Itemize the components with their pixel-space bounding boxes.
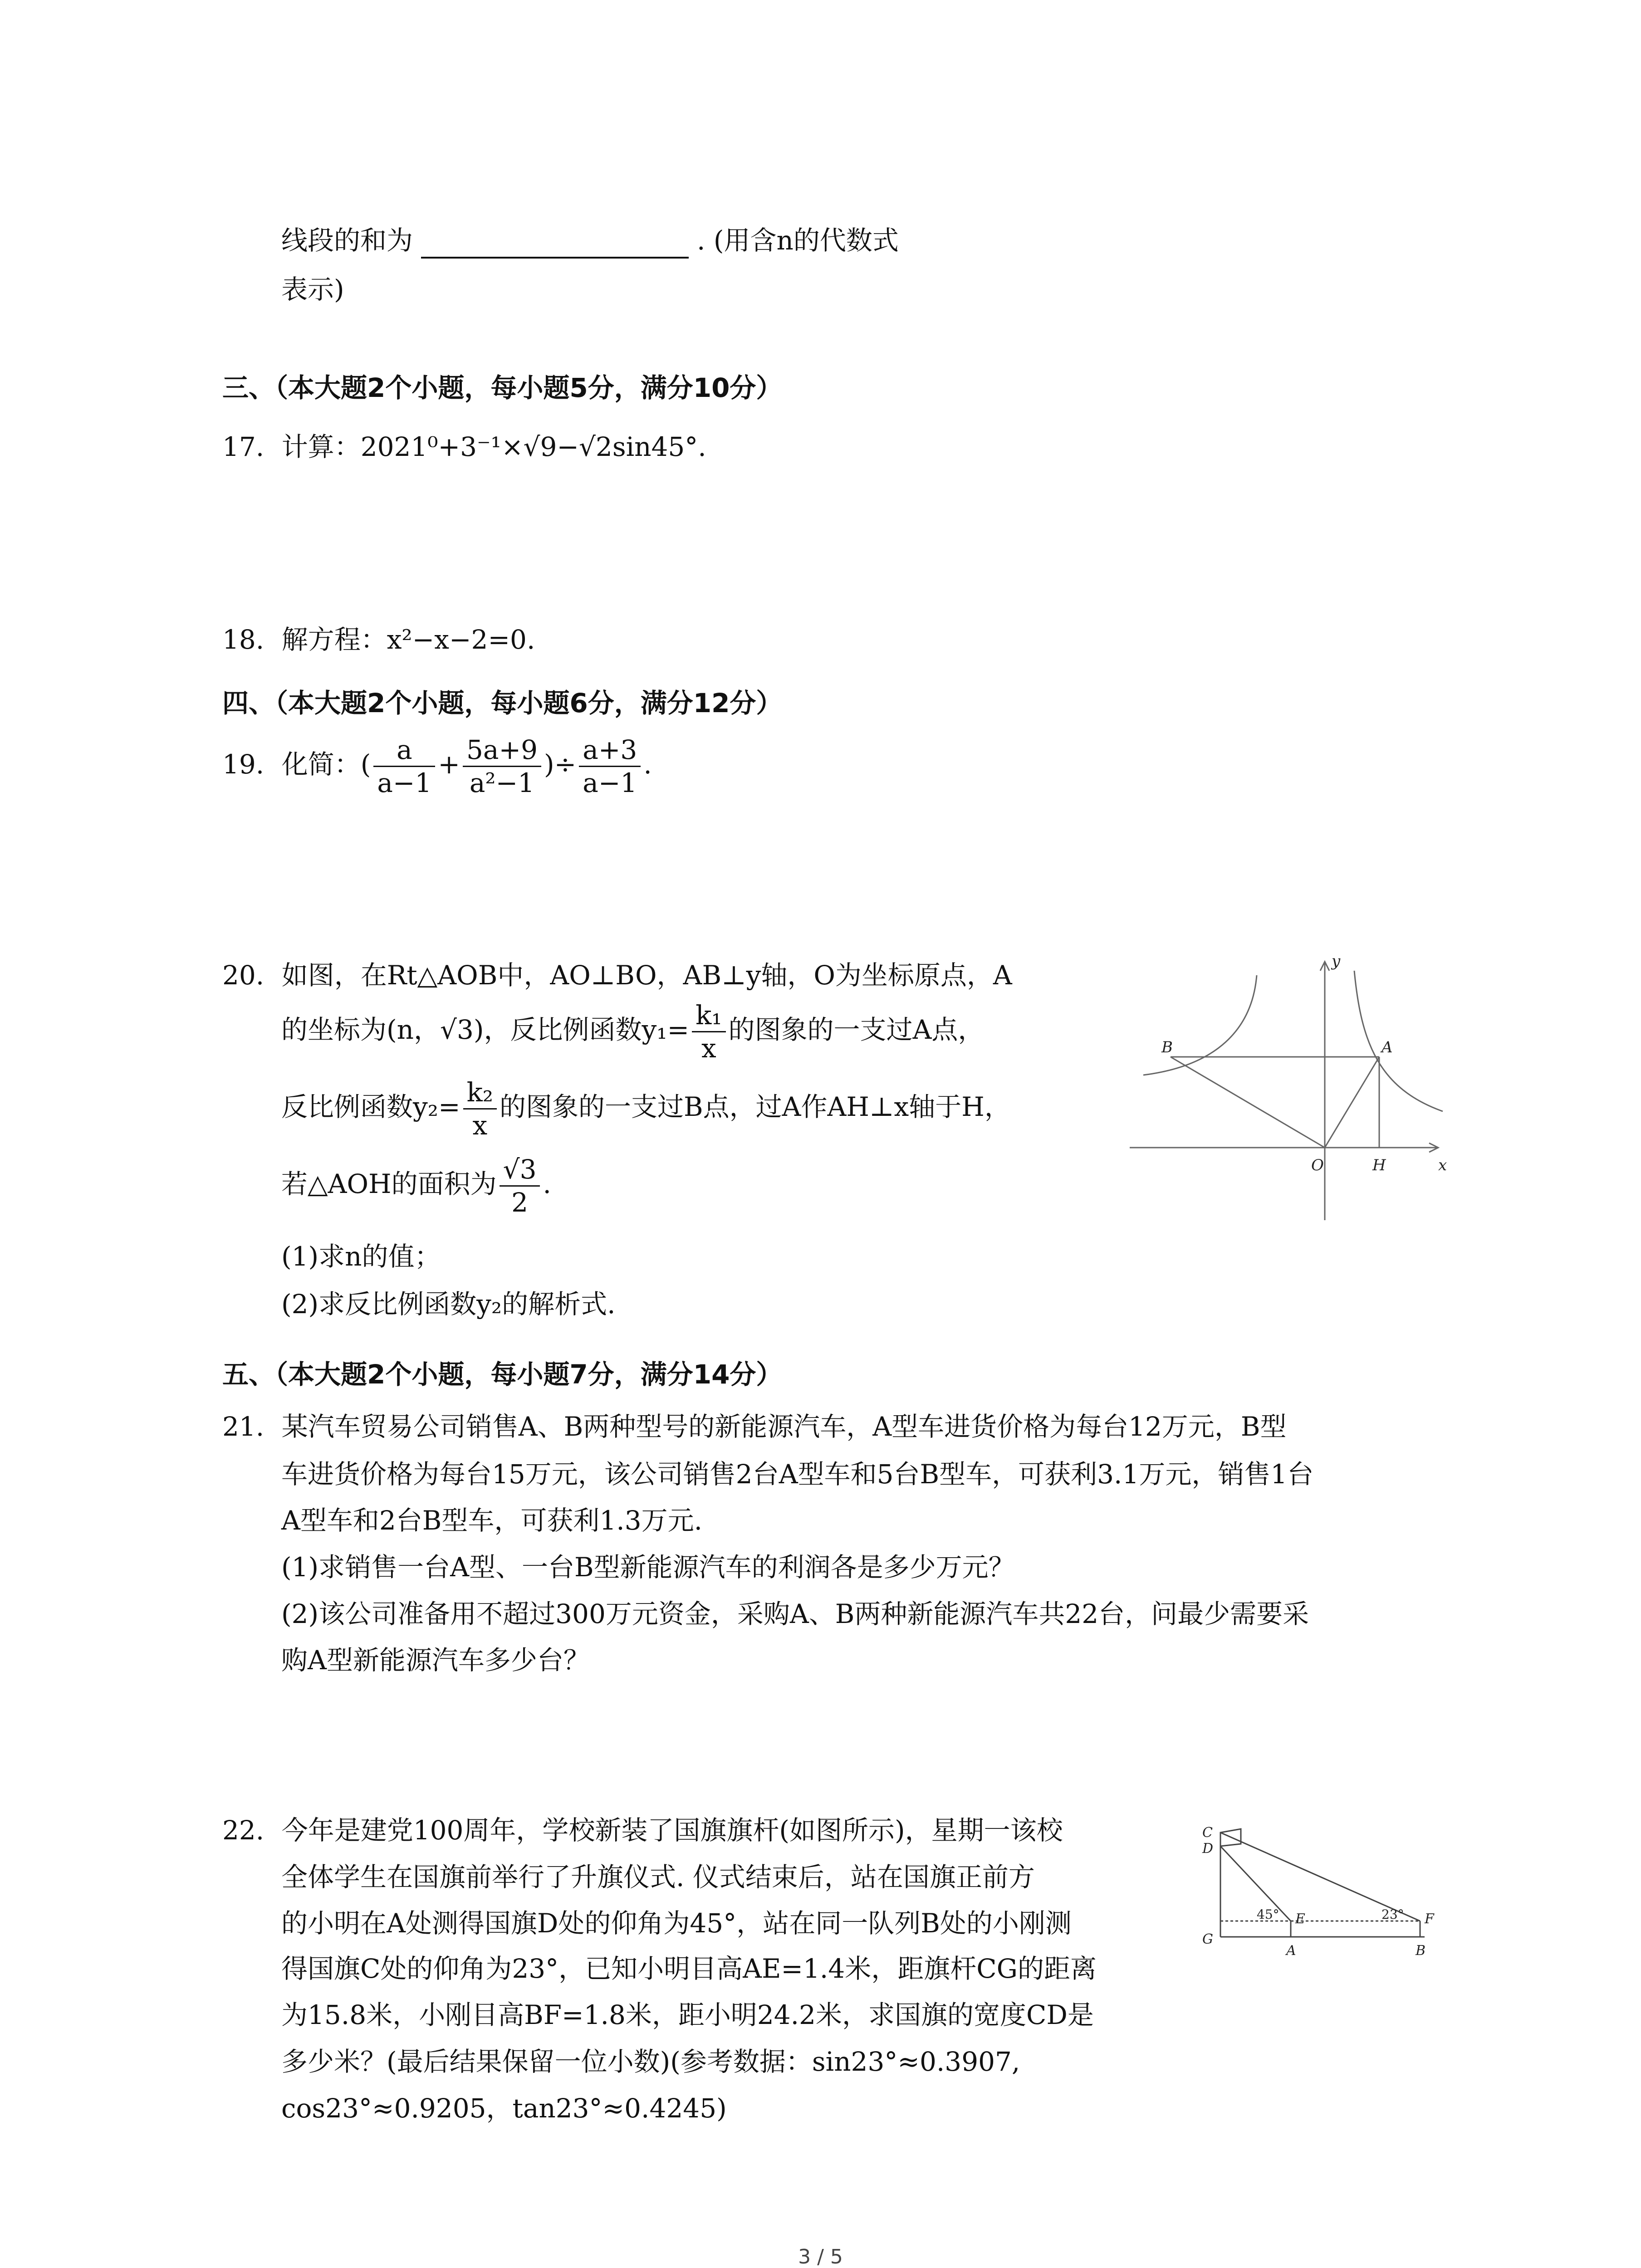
q20-text-1: 如图，在Rt△AOB中，AO⊥BO，AB⊥y轴，O为坐标原点，A	[281, 960, 1012, 991]
q20-line3: 反比例函数y₂= $\frac{\text{k₂}}{x}$ 的图象的一支过B点，过A作AH⊥x轴于H，	[281, 1077, 1011, 1141]
q16-line1	[281, 222, 899, 259]
segment-BO	[1171, 1057, 1325, 1148]
q19-number: 19.	[222, 749, 265, 780]
label-H: H	[1372, 1156, 1386, 1174]
q21-line3: A型车和2台B型车，可获利1.3万元.	[281, 1505, 703, 1536]
q21-part2b: 购A型新能源汽车多少台？	[281, 1645, 590, 1676]
answer-blank[interactable]	[421, 230, 689, 259]
q16-text-b: . (用含n的代数式	[697, 225, 899, 256]
label-F: F	[1425, 1911, 1434, 1927]
q19-fraction-1: $\frac{a}{a-1}$	[373, 734, 435, 799]
q20-k1-fraction: $\frac{\text{k₁}}{x}$	[692, 999, 725, 1064]
q20-part2: (2)求反比例函数y₂的解析式.	[281, 1289, 616, 1320]
q19-div: )÷	[544, 749, 577, 780]
q17-text: 计算：2021⁰+3⁻¹×√9−√2sin45°.	[281, 431, 706, 462]
label-B: B	[1416, 1943, 1426, 1959]
q16-line2: 表示)	[281, 274, 344, 305]
q21-part1: (1)求销售一台A型、一台B型新能源汽车的利润各是多少万元？	[281, 1552, 1015, 1583]
q21-line1: 21. 某汽车贸易公司销售A、B两种型号的新能源汽车，A型车进货价格为每台12万元，B型	[222, 1411, 1287, 1442]
q17	[222, 429, 706, 465]
label-x: x	[1438, 1156, 1447, 1174]
q19-prefix: 化简：(	[281, 749, 371, 780]
q21-line2: 车进货价格为每台15万元，该公司销售2台A型车和5台B型车，可获利3.1万元，销售1台	[281, 1459, 1314, 1490]
label-y: y	[1332, 953, 1341, 970]
q22-flagpole-figure	[1198, 1819, 1452, 1964]
q20-area-fraction: $\frac{√3}{2}$	[500, 1154, 540, 1218]
label-G: G	[1202, 1931, 1213, 1947]
q22-line3: 的小明在A处测得国旗D处的仰角为45°，站在同一队列B处的小刚测	[281, 1908, 1072, 1939]
angle-45: 45°	[1257, 1907, 1279, 1922]
q19-fraction-3: $\frac{a+3}{a-1}$	[579, 734, 641, 799]
segment-AO	[1325, 1057, 1379, 1148]
label-D: D	[1202, 1841, 1214, 1857]
q19-plus: +	[438, 749, 460, 780]
curve-y2	[1143, 975, 1257, 1075]
q20-line1	[222, 957, 1012, 993]
q22-line2: 全体学生在国旗前举行了升旗仪式. 仪式结束后，站在国旗正前方	[281, 1862, 1035, 1892]
q20-part1: (1)求n的值；	[281, 1241, 441, 1272]
label-B: B	[1161, 1038, 1173, 1056]
q19-end: .	[643, 749, 652, 780]
q20-line4: 若△AOH的面积为 $\frac{√3}{2}$ .	[281, 1154, 551, 1218]
label-A: A	[1286, 1943, 1296, 1959]
q19-fraction-2: $\frac{5a+9}{\text{a²−1}}$	[463, 734, 541, 799]
q21-part2a: (2)该公司准备用不超过300万元资金，采购A、B两种新能源汽车共22台，问最少需要采	[281, 1598, 1309, 1629]
q21-number: 21.	[222, 1411, 265, 1442]
section-3-heading: 三、（本大题2个小题，每小题5分，满分10分）	[222, 372, 783, 403]
label-E: E	[1295, 1911, 1305, 1927]
label-O: O	[1311, 1156, 1324, 1174]
q20-k2-fraction: $\frac{\text{k₂}}{x}$	[463, 1076, 497, 1141]
section-5-heading: 五、（本大题2个小题，每小题7分，满分14分）	[222, 1359, 783, 1390]
q18	[222, 621, 535, 658]
q20-number: 20.	[222, 960, 265, 991]
page-number: 3 / 5	[798, 2245, 843, 2268]
curve-y1	[1354, 971, 1443, 1111]
q22-line4: 得国旗C处的仰角为23°，已知小明目高AE=1.4米，距旗杆CG的距离	[281, 1953, 1097, 1984]
q22-number: 22.	[222, 1815, 265, 1846]
q19	[222, 733, 652, 799]
sight-line-E	[1220, 1846, 1291, 1921]
q17-number: 17.	[222, 431, 265, 462]
angle-23: 23°	[1381, 1907, 1404, 1922]
label-C: C	[1202, 1825, 1213, 1841]
q20-coordinate-figure	[1125, 953, 1452, 1225]
q20-line2: 的坐标为(n，√3)，反比例函数y₁= $\frac{\text{k₁}}{x}$ 的图象的一支过A点，	[281, 1000, 985, 1064]
q22-line7: cos23°≈0.9205，tan23°≈0.4245)	[281, 2093, 727, 2124]
q22-line5: 为15.8米，小刚目高BF=1.8米，距小明24.2米，求国旗的宽度CD是	[281, 1999, 1094, 2030]
q18-number: 18.	[222, 624, 265, 655]
q22-line1: 22. 今年是建党100周年，学校新装了国旗旗杆(如图所示)，星期一该校	[222, 1815, 1063, 1846]
q22-line6: 多少米？(最后结果保留一位小数)(参考数据：sin23°≈0.3907,	[281, 2046, 1020, 2077]
label-A: A	[1381, 1038, 1393, 1056]
q16-text-a: 线段的和为	[281, 225, 413, 256]
section-4-heading: 四、（本大题2个小题，每小题6分，满分12分）	[222, 688, 783, 719]
q18-text: 解方程：x²−x−2=0.	[281, 624, 535, 655]
